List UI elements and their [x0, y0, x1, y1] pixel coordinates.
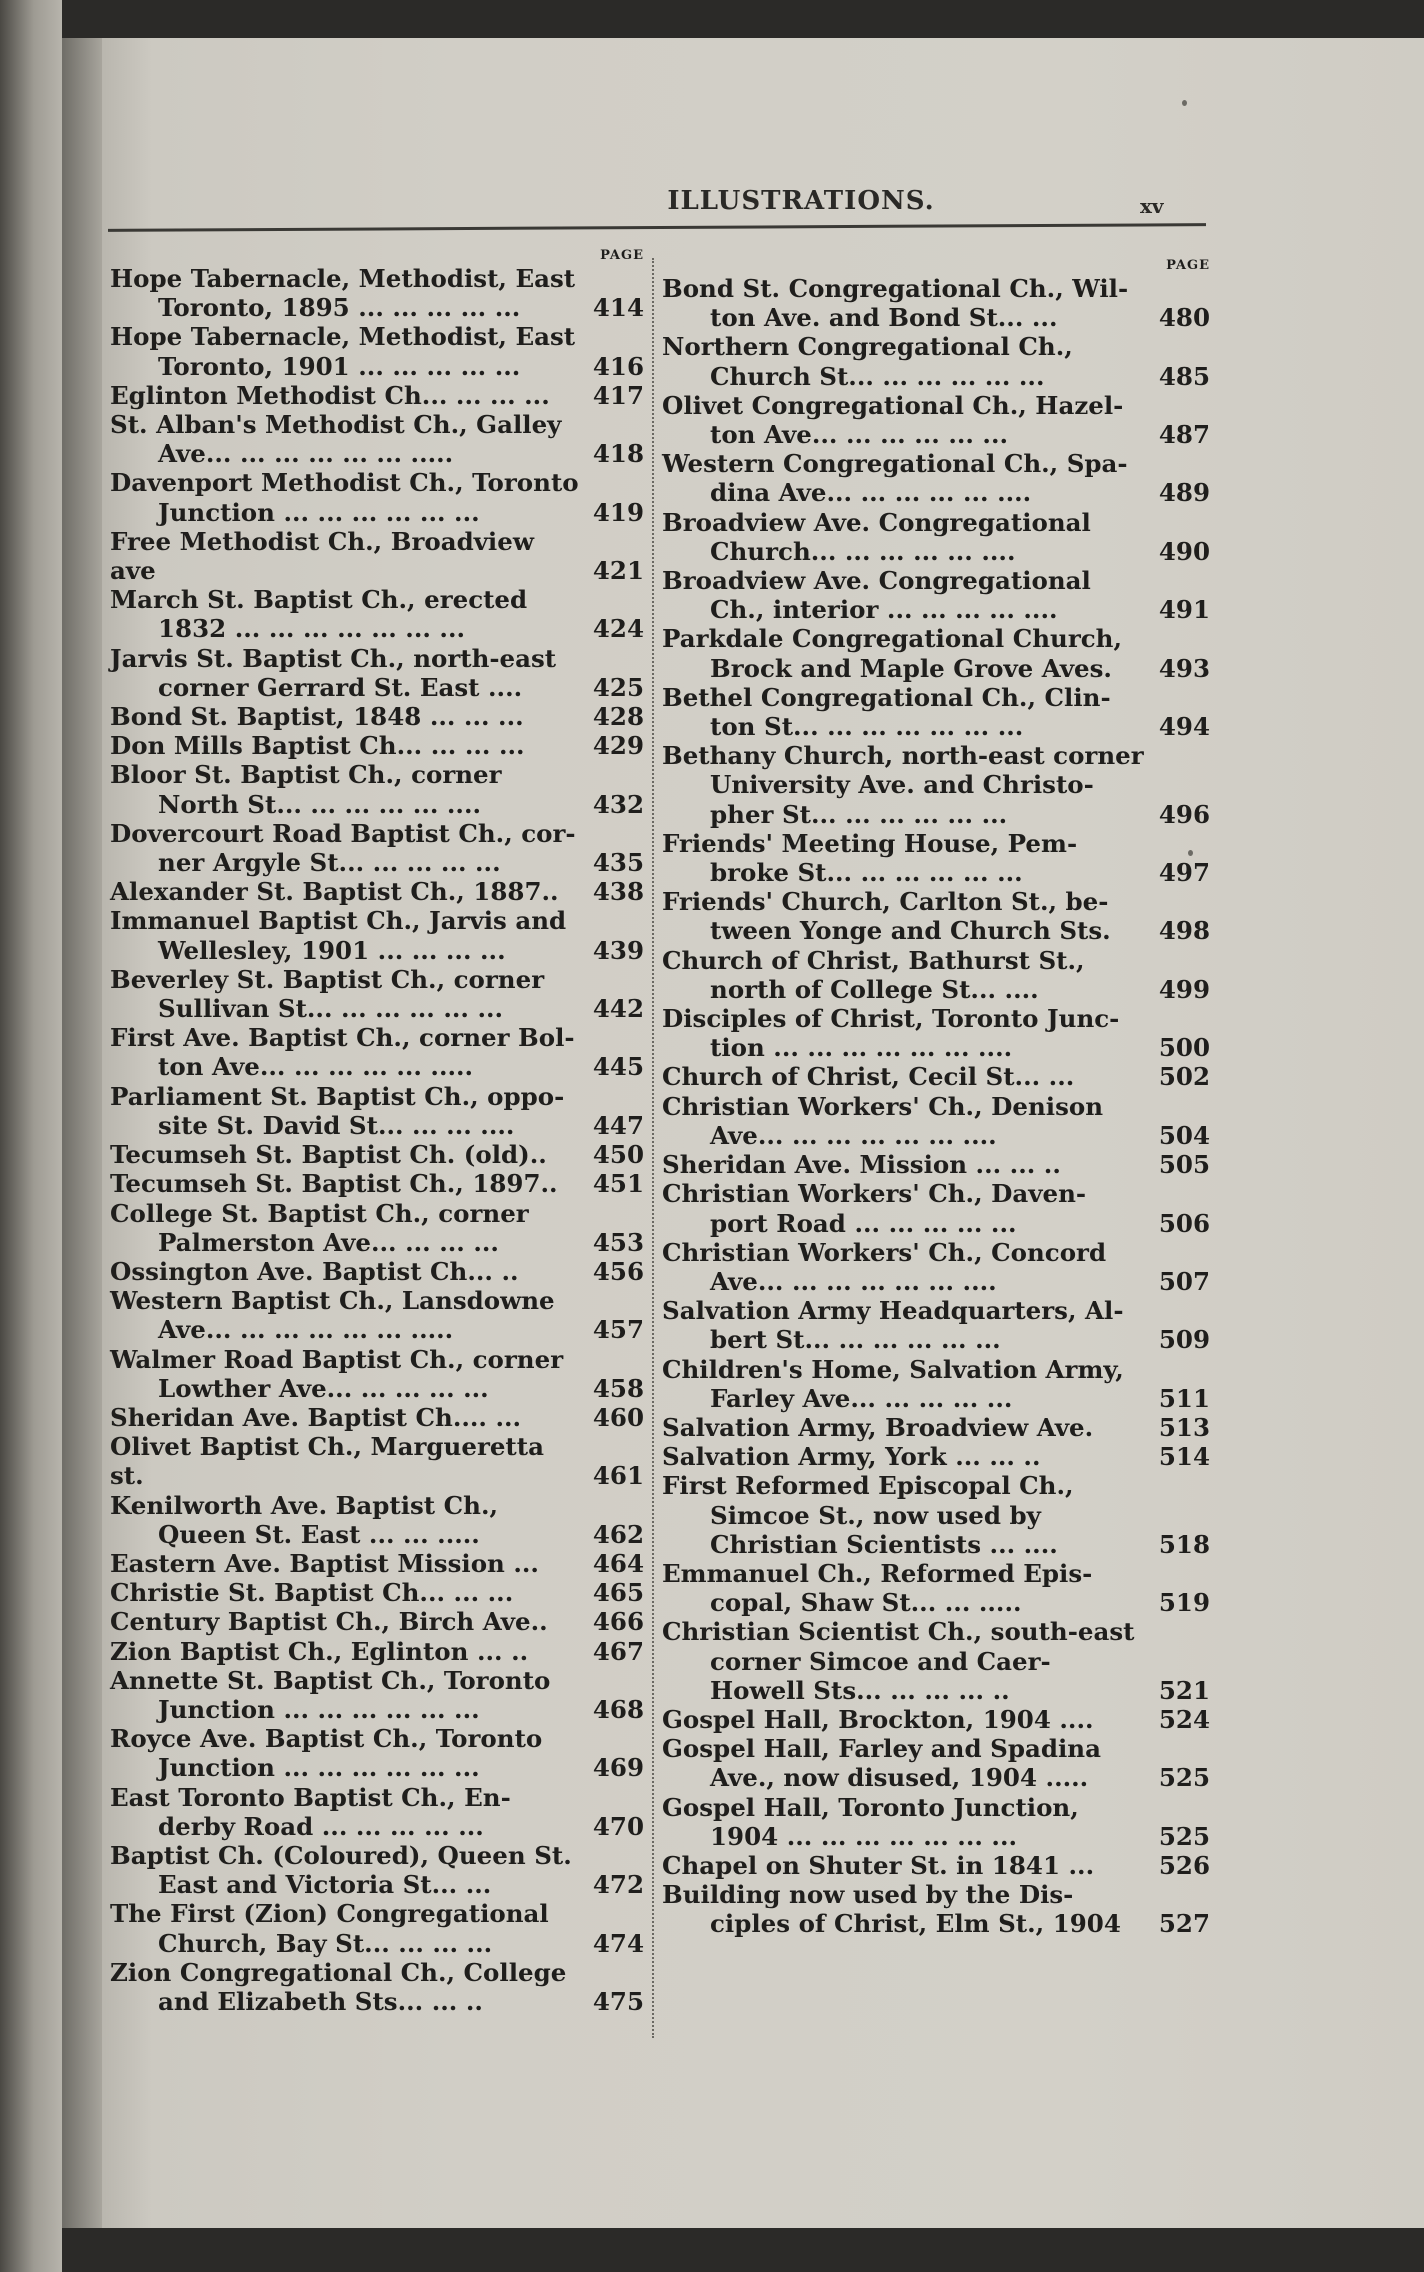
entry-page-number: 487 — [1158, 420, 1210, 450]
page-folio: xv — [1140, 194, 1164, 218]
entry-title-line: Royce Ave. Baptist Ch., Toronto — [110, 1724, 543, 1754]
entry-page-number: 453 — [592, 1227, 644, 1257]
entry-page-number: 489 — [1158, 478, 1210, 508]
entry-page-number: 505 — [1158, 1150, 1210, 1180]
entry-page-number: 490 — [1158, 536, 1210, 566]
index-entry — [662, 1238, 1210, 1296]
index-entry — [110, 906, 644, 964]
entry-continuation-line: East and Victoria St... ... — [158, 1870, 492, 1900]
entry-title-line: Tecumseh St. Baptist Ch. (old).. — [110, 1140, 547, 1170]
entry-page-number: 518 — [1158, 1529, 1210, 1559]
entry-continuation-line: Ave... ... ... ... ... ... .... — [710, 1120, 997, 1150]
entry-title-line: Parliament St. Baptist Ch., oppo- — [110, 1081, 565, 1111]
entry-title-line: Sheridan Ave. Mission ... ... .. — [662, 1150, 1061, 1180]
entry-title-line: St. Alban's Methodist Ch., Galley — [110, 410, 562, 440]
entry-title-line: Western Baptist Ch., Lansdowne — [110, 1286, 555, 1316]
entry-continuation-line: Ave... ... ... ... ... ... .... — [710, 1266, 997, 1296]
index-entry — [662, 1004, 1210, 1062]
entry-page-number: 465 — [592, 1578, 644, 1608]
index-entry — [662, 1851, 1210, 1880]
entry-page-number: 418 — [592, 439, 644, 469]
entry-page-number: 468 — [592, 1694, 644, 1724]
entry-continuation-line: Church St... ... ... ... ... ... — [710, 361, 1045, 391]
entry-page-number: 425 — [592, 672, 644, 702]
entry-page-number: 467 — [592, 1636, 644, 1666]
entry-page-number: 519 — [1158, 1588, 1210, 1618]
index-entry — [110, 1491, 644, 1549]
entry-title-line: Building now used by the Dis- — [662, 1880, 1074, 1910]
index-entry — [110, 527, 644, 585]
index-entry — [110, 1432, 644, 1490]
entry-continuation-line: ton Ave. and Bond St... ... — [710, 303, 1058, 333]
entry-continuation-line: Christian Scientists ... .... — [710, 1529, 1058, 1559]
entry-page-number: 450 — [592, 1140, 644, 1170]
entry-page-number: 506 — [1158, 1208, 1210, 1238]
entry-page-number: 458 — [592, 1373, 644, 1403]
entry-title-line: Annette St. Baptist Ch., Toronto — [110, 1665, 551, 1695]
entry-continuation-line: Church, Bay St... ... ... ... — [158, 1928, 493, 1958]
entry-title-line: East Toronto Baptist Ch., En- — [110, 1782, 511, 1812]
page-column-label: PAGE — [600, 248, 644, 263]
entry-continuation-line: site St. David St... ... ... .... — [158, 1110, 515, 1140]
entry-continuation-line: tion ... ... ... ... ... ... .... — [710, 1033, 1013, 1063]
entry-title-line: Kenilworth Ave. Baptist Ch., — [110, 1490, 499, 1520]
entry-title-line: Gospel Hall, Toronto Junction, — [662, 1792, 1079, 1822]
entry-page-number: 447 — [592, 1110, 644, 1140]
index-entry — [110, 1724, 644, 1782]
entry-title-line: Jarvis St. Baptist Ch., north-east — [110, 643, 557, 673]
entry-page-number: 513 — [1158, 1412, 1210, 1442]
entry-title-line: Tecumseh St. Baptist Ch., 1897.. — [110, 1169, 558, 1199]
entry-continuation-line: Sullivan St... ... ... ... ... ... — [158, 994, 504, 1024]
entry-continuation-line: Toronto, 1901 ... ... ... ... ... — [158, 351, 521, 381]
index-entry — [110, 644, 644, 702]
entry-page-number: 494 — [1158, 712, 1210, 742]
entry-continuation-line: Simcoe St., now used by — [710, 1500, 1041, 1530]
entry-page-number: 525 — [1158, 1821, 1210, 1851]
entry-page-number: 439 — [592, 935, 644, 965]
index-entry — [662, 1734, 1210, 1792]
entry-title-line: Zion Congregational Ch., College — [110, 1957, 567, 1987]
entry-continuation-line: and Elizabeth Sts... ... .. — [158, 1986, 483, 2016]
entry-page-number: 496 — [1158, 799, 1210, 829]
entry-title-line: Christian Workers' Ch., Concord — [662, 1237, 1107, 1267]
index-entry — [110, 1286, 644, 1344]
entry-title-line: Emmanuel Ch., Reformed Epis- — [662, 1558, 1093, 1588]
entry-page-number: 435 — [592, 848, 644, 878]
entry-continuation-line: ton St... ... ... ... ... ... ... — [710, 712, 1024, 742]
index-entry — [110, 1169, 644, 1198]
entry-page-number: 524 — [1158, 1704, 1210, 1734]
entry-continuation-line: Church... ... ... ... ... .... — [710, 536, 1016, 566]
entry-title-line: Children's Home, Salvation Army, — [662, 1354, 1124, 1384]
entry-continuation-line: Ave., now disused, 1904 ..... — [710, 1763, 1089, 1793]
entry-title-line: Christian Workers' Ch., Daven- — [662, 1179, 1087, 1209]
entry-page-number: 442 — [592, 994, 644, 1024]
entry-title-line: Eglinton Methodist Ch... ... ... ... — [110, 380, 550, 410]
entry-page-number: 525 — [1158, 1763, 1210, 1793]
entry-continuation-line: derby Road ... ... ... ... ... — [158, 1811, 484, 1841]
entry-title-line: Gospel Hall, Farley and Spadina — [662, 1734, 1101, 1764]
entry-title-line: Ossington Ave. Baptist Ch... .. — [110, 1256, 519, 1286]
left-entry-list — [110, 264, 644, 2016]
index-entry — [662, 274, 1210, 332]
entry-page-number: 504 — [1158, 1120, 1210, 1150]
entry-continuation-line: ton Ave... ... ... ... ... ... — [710, 420, 1009, 450]
index-entry — [110, 1637, 644, 1666]
book-spine-edge — [0, 0, 62, 2272]
entry-title-line: Olivet Baptist Ch., Margueretta st. — [110, 1432, 544, 1491]
index-entry — [110, 1140, 644, 1169]
index-entry — [662, 683, 1210, 741]
entry-continuation-line: corner Gerrard St. East .... — [158, 672, 523, 702]
index-entry — [110, 1345, 644, 1403]
column-divider — [652, 258, 656, 2038]
entry-page-number: 464 — [592, 1548, 644, 1578]
entry-page-number: 480 — [1158, 303, 1210, 333]
index-entry — [110, 702, 644, 731]
entry-title-line: Free Methodist Ch., Broadview ave — [110, 526, 534, 586]
entry-title-line: Gospel Hall, Brockton, 1904 .... — [662, 1704, 1094, 1734]
index-entry — [110, 1607, 644, 1636]
entry-title-line: Don Mills Baptist Ch... ... ... ... — [110, 731, 525, 761]
entry-page-number: 419 — [592, 497, 644, 527]
running-head: ILLUSTRATIONS. — [667, 186, 935, 216]
index-entry — [110, 819, 644, 877]
entry-continuation-line: north of College St... .... — [710, 974, 1039, 1004]
entry-continuation-line: North St... ... ... ... ... .... — [158, 789, 482, 819]
entry-page-number: 417 — [592, 380, 644, 410]
index-entry — [110, 1666, 644, 1724]
entry-page-number: 514 — [1158, 1442, 1210, 1472]
index-entry — [662, 391, 1210, 449]
index-entry — [662, 1092, 1210, 1150]
index-entry — [110, 264, 644, 322]
index-entry — [662, 566, 1210, 624]
entry-continuation-line: dina Ave... ... ... ... ... .... — [710, 478, 1032, 508]
index-entry — [110, 1023, 644, 1081]
entry-page-number: 445 — [592, 1052, 644, 1082]
entry-page-number: 491 — [1158, 595, 1210, 625]
entry-title-line: Alexander St. Baptist Ch., 1887.. — [110, 877, 559, 907]
entry-continuation-line: broke St... ... ... ... ... ... — [710, 858, 1023, 888]
entry-page-number: 521 — [1158, 1675, 1210, 1705]
entry-continuation-line: ner Argyle St... ... ... ... ... — [158, 848, 501, 878]
index-entry — [110, 1403, 644, 1432]
entry-title-line: Salvation Army Headquarters, Al- — [662, 1296, 1124, 1326]
index-entry — [662, 1880, 1210, 1938]
entry-title-line: Hope Tabernacle, Methodist, East — [110, 264, 576, 293]
entry-page-number: 438 — [592, 877, 644, 907]
index-entry — [110, 1783, 644, 1841]
entry-page-number: 456 — [592, 1256, 644, 1286]
entry-page-number: 475 — [592, 1986, 644, 2016]
index-entry — [110, 1578, 644, 1607]
entry-title-line: First Ave. Baptist Ch., corner Bol- — [110, 1023, 575, 1053]
entry-page-number: 469 — [592, 1753, 644, 1783]
index-entry — [662, 1296, 1210, 1354]
entry-page-number: 432 — [592, 789, 644, 819]
entry-continuation-line: Queen St. East ... ... ..... — [158, 1519, 480, 1549]
entry-title-line: Salvation Army, York ... ... .. — [662, 1442, 1041, 1472]
index-entry — [662, 1471, 1210, 1559]
gutter-shadow — [62, 38, 102, 2228]
entry-continuation-line: University Ave. and Christo- — [710, 770, 1094, 800]
entry-page-number: 421 — [592, 556, 644, 586]
entry-title-line: Hope Tabernacle, Methodist, East — [110, 322, 576, 352]
entry-title-line: Northern Congregational Ch., — [662, 332, 1073, 362]
entry-page-number: 424 — [592, 614, 644, 644]
entry-page-number: 499 — [1158, 974, 1210, 1004]
index-entry — [662, 1559, 1210, 1617]
entry-title-line: Christie St. Baptist Ch... ... ... — [110, 1578, 514, 1608]
entry-page-number: 526 — [1158, 1850, 1210, 1880]
index-entry — [662, 449, 1210, 507]
entry-continuation-line: Farley Ave... ... ... ... ... — [710, 1383, 1013, 1413]
entry-continuation-line: Junction ... ... ... ... ... ... — [158, 1753, 480, 1783]
index-entry — [662, 332, 1210, 390]
entry-continuation-line: port Road ... ... ... ... ... — [710, 1208, 1017, 1238]
entry-page-number: 451 — [592, 1169, 644, 1199]
index-entry — [662, 1705, 1210, 1734]
index-entry — [662, 624, 1210, 682]
entry-page-number: 474 — [592, 1928, 644, 1958]
entry-page-number: 502 — [1158, 1062, 1210, 1092]
entry-continuation-line: Palmerston Ave... ... ... ... — [158, 1227, 499, 1257]
entry-page-number: 472 — [592, 1870, 644, 1900]
index-entry — [662, 1413, 1210, 1442]
index-entry — [110, 1899, 644, 1957]
entry-continuation-line: Ch., interior ... ... ... ... .... — [710, 595, 1058, 625]
left-column — [110, 248, 644, 2016]
index-entry — [110, 1199, 644, 1257]
entry-continuation-line: 1904 ... ... ... ... ... ... ... — [710, 1821, 1018, 1851]
index-entry — [662, 946, 1210, 1004]
entry-page-number: 470 — [592, 1811, 644, 1841]
entry-page-number: 500 — [1158, 1033, 1210, 1063]
index-entry — [662, 1793, 1210, 1851]
entry-title-line: Baptist Ch. (Coloured), Queen St. — [110, 1840, 572, 1870]
index-entry — [110, 322, 644, 380]
entry-title-line: The First (Zion) Congregational — [110, 1899, 549, 1929]
entry-title-line: Friends' Church, Carlton St., be- — [662, 887, 1109, 917]
page-column-label: PAGE — [1166, 258, 1210, 273]
entry-continuation-line: corner Simcoe and Caer- — [710, 1646, 1051, 1676]
entry-continuation-line: Junction ... ... ... ... ... ... — [158, 1694, 480, 1724]
right-column — [662, 258, 1210, 1939]
entry-title-line: Dovercourt Road Baptist Ch., cor- — [110, 818, 576, 848]
entry-page-number: 507 — [1158, 1266, 1210, 1296]
index-entry — [110, 965, 644, 1023]
entry-page-number: 428 — [592, 702, 644, 732]
index-entry — [110, 760, 644, 818]
entry-title-line: Eastern Ave. Baptist Mission ... — [110, 1548, 539, 1578]
index-entry — [110, 381, 644, 410]
entry-title-line: March St. Baptist Ch., erected — [110, 585, 528, 615]
entry-title-line: Broadview Ave. Congregational — [662, 566, 1091, 596]
entry-page-number: 493 — [1158, 653, 1210, 683]
entry-continuation-line: Ave... ... ... ... ... ... ..... — [158, 439, 454, 469]
entry-title-line: Christian Workers' Ch., Denison — [662, 1091, 1104, 1121]
entry-title-line: Olivet Congregational Ch., Hazel- — [662, 390, 1124, 420]
entry-page-number: 509 — [1158, 1325, 1210, 1355]
index-entry — [662, 1179, 1210, 1237]
entry-continuation-line: pher St... ... ... ... ... ... — [710, 799, 1008, 829]
entry-title-line: Church of Christ, Bathurst St., — [662, 945, 1085, 975]
entry-title-line: Bethel Congregational Ch., Clin- — [662, 682, 1111, 712]
entry-title-line: College St. Baptist Ch., corner — [110, 1198, 529, 1228]
entry-title-line: First Reformed Episcopal Ch., — [662, 1471, 1074, 1501]
entry-title-line: Sheridan Ave. Baptist Ch.... ... — [110, 1402, 522, 1432]
index-entry — [662, 1617, 1210, 1705]
entry-continuation-line: ciples of Christ, Elm St., 1904 — [710, 1909, 1121, 1939]
entry-continuation-line: bert St... ... ... ... ... ... — [710, 1325, 1001, 1355]
index-entry — [662, 1442, 1210, 1471]
index-entry — [110, 1958, 644, 2016]
index-entry — [662, 1150, 1210, 1179]
entry-title-line: Davenport Methodist Ch., Toronto — [110, 468, 579, 498]
index-entry — [110, 1082, 644, 1140]
entry-title-line: Bond St. Baptist, 1848 ... ... ... — [110, 702, 524, 732]
entry-page-number: 498 — [1158, 916, 1210, 946]
entry-title-line: Disciples of Christ, Toronto Junc- — [662, 1004, 1120, 1034]
entry-continuation-line: ton Ave... ... ... ... ... ..... — [158, 1052, 474, 1082]
entry-title-line: Parkdale Congregational Church, — [662, 624, 1123, 654]
entry-title-line: Walmer Road Baptist Ch., corner — [110, 1344, 564, 1374]
entry-title-line: Western Congregational Ch., Spa- — [662, 449, 1128, 479]
entry-title-line: Beverley St. Baptist Ch., corner — [110, 964, 545, 994]
entry-title-line: Christian Scientist Ch., south-east — [662, 1617, 1135, 1647]
entry-title-line: Broadview Ave. Congregational — [662, 507, 1091, 537]
entry-page-number: 460 — [592, 1402, 644, 1432]
entry-continuation-line: tween Yonge and Church Sts. — [710, 916, 1111, 946]
entry-continuation-line: Wellesley, 1901 ... ... ... ... — [158, 935, 506, 965]
entry-page-number: 485 — [1158, 361, 1210, 391]
entry-title-line: Chapel on Shuter St. in 1841 ... — [662, 1850, 1095, 1880]
entry-page-number: 414 — [592, 293, 644, 323]
entry-page-number: 462 — [592, 1519, 644, 1549]
entry-page-number: 457 — [592, 1315, 644, 1345]
entry-page-number: 511 — [1158, 1383, 1210, 1413]
entry-title-line: Bloor St. Baptist Ch., corner — [110, 760, 502, 790]
entry-page-number: 466 — [592, 1607, 644, 1637]
index-entry — [110, 585, 644, 643]
entry-title-line: Salvation Army, Broadview Ave. — [662, 1412, 1094, 1442]
entry-page-number: 527 — [1158, 1909, 1210, 1939]
entry-continuation-line: Brock and Maple Grove Aves. — [710, 653, 1112, 683]
index-entry — [110, 1841, 644, 1899]
entry-title-line: Immanuel Baptist Ch., Jarvis and — [110, 906, 567, 936]
index-entry — [110, 1257, 644, 1286]
entry-continuation-line: Howell Sts... ... ... ... .. — [710, 1675, 1010, 1705]
entry-continuation-line: 1832 ... ... ... ... ... ... ... — [158, 614, 466, 644]
index-entry — [110, 468, 644, 526]
index-entry — [662, 1062, 1210, 1091]
index-entry — [110, 1549, 644, 1578]
entry-title-line: Century Baptist Ch., Birch Ave.. — [110, 1607, 548, 1637]
index-entry — [662, 887, 1210, 945]
entry-continuation-line: copal, Shaw St... ... ..... — [710, 1588, 1022, 1618]
entry-continuation-line: Lowther Ave... ... ... ... ... — [158, 1373, 489, 1403]
paper-speck — [1182, 100, 1187, 106]
index-entry — [662, 508, 1210, 566]
entry-title-line: Bethany Church, north-east corner — [662, 741, 1144, 771]
entry-title-line: Church of Christ, Cecil St... ... — [662, 1062, 1075, 1092]
index-entry — [110, 410, 644, 468]
entry-title-line: Zion Baptist Ch., Eglinton ... .. — [110, 1636, 529, 1666]
index-entry — [110, 731, 644, 760]
index-entry — [662, 741, 1210, 829]
entry-continuation-line: Ave... ... ... ... ... ... ..... — [158, 1315, 454, 1345]
entry-title-line: Friends' Meeting House, Pem- — [662, 828, 1078, 858]
entry-continuation-line: Toronto, 1895 ... ... ... ... ... — [158, 293, 521, 323]
right-entry-list — [662, 274, 1210, 1939]
entry-page-number: 429 — [592, 731, 644, 761]
index-entry — [662, 1355, 1210, 1413]
index-entry — [110, 877, 644, 906]
index-entry — [662, 829, 1210, 887]
entry-page-number: 461 — [592, 1461, 644, 1491]
entry-continuation-line: Junction ... ... ... ... ... ... — [158, 497, 480, 527]
entry-title-line: Bond St. Congregational Ch., Wil- — [662, 274, 1129, 303]
entry-page-number: 416 — [592, 351, 644, 381]
entry-page-number: 497 — [1158, 858, 1210, 888]
